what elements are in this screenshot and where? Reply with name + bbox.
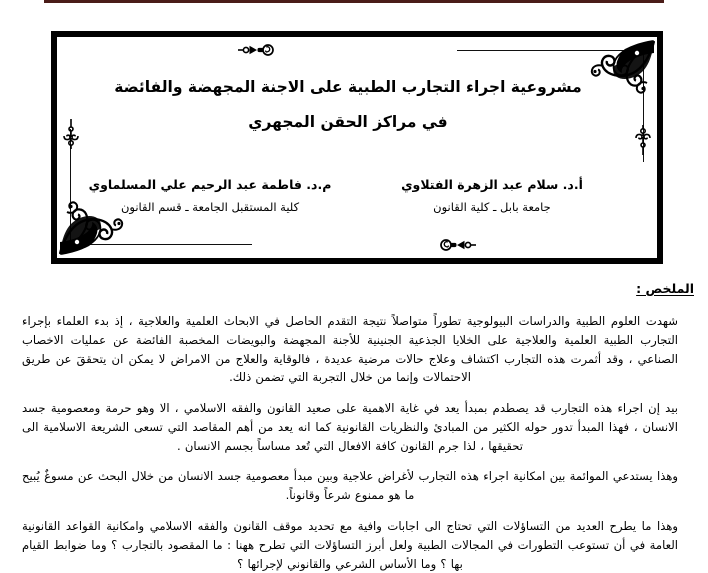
abstract-paragraph: شهدت العلوم الطبية والدراسات البيولوجية تطوراً متواصلاً نتيجة التقدم الحاصل في الابحاث العلمية والعلاجية ، إذ بدء العلماء بإجراء التجارب الطبية العلمية والعلاجية على الخلايا الجذعية الجنينية للأجنة المجهضة والبويضات المخصبة الفائضة عن عمليات الاخصاب الصناعي ، وقد أثمرت هذه التجارب اكتشاف وعلاج حالات مرضية عديدة ، فالوقاية والعلاج من الامراض لا يمكن ان يتحققَ عن طريق الاحتمالات وإنما من خلال التجربة التي تضمن ذلك. <box>22 314 678 385</box>
author-list <box>85 177 617 215</box>
title-frame-inner <box>57 37 657 258</box>
author-entry <box>367 177 617 215</box>
abstract-paragraph: بيد إن اجراء هذه التجارب قد يصطدم بمبدأ يعد في غاية الاهمية على صعيد القانون والفقه الاسلامي ، الا وهو حرمة ومعصومية جسد الانسان ، فهذا المبدأ تدور حوله الكثير من المبادئ والنظريات القانونية كما انه يعد من أهم المقاصد التي تسعى الشريعة الاسلامية الى تحقيقها ، لذا جرم القانون كافة الافعال التي تُعد مساساً بجسم الانسان . <box>22 401 678 453</box>
author-affiliation: جامعة بابل ـ كلية القانون <box>433 200 551 214</box>
page-top-rule <box>44 0 664 3</box>
arrow-finial-icon <box>237 41 279 59</box>
author-entry <box>85 177 335 215</box>
abstract-body <box>22 312 678 573</box>
abstract-heading: الملخص : <box>636 281 694 296</box>
paper-title <box>83 79 613 131</box>
abstract-paragraph: وهذا ما يطرح العديد من التساؤلات التي تحتاج الى اجابات وافية مع تحديد موقف القانون والفقه الاسلامي وامكانية القواعد القانونية العامة في أن تستوعب التطورات في المجالات الطبية ولعل أبرز التساؤلات التي تطرح ههنا : ما المقصود بالتجارب ؟ وما ضوابط القيام بها ؟ وما الأساس الشرعي والقانوني لإجرائها ؟ <box>22 519 678 571</box>
author-name: أ.د. سلام عبد الزهرة الفتلاوي <box>401 177 583 192</box>
title-frame <box>51 31 663 264</box>
vertical-finial-icon <box>633 123 653 157</box>
author-affiliation: كلية المستقبل الجامعة ـ قسم القانون <box>120 200 300 214</box>
arrow-finial-icon <box>435 236 477 254</box>
abstract-paragraph: وهذا يستدعي الموائمة بين امكانية اجراء هذه التجارب لأغراض علاجية وبين مبدأ معصومية جسد الانسان من خلال البحث عن مسوغٌ يُبيح ما هو ممنوع شرعاً وقانوناً. <box>22 469 678 503</box>
author-name: م.د. فاطمة عبد الرحيم علي المسلماوي <box>88 177 332 192</box>
paper-title-line-1: مشروعية اجراء التجارب الطبية على الاجنة المجهضة والفائضة <box>114 78 582 96</box>
vertical-finial-icon <box>61 117 81 151</box>
paper-title-line-2: في مراكز الحقن المجهري <box>248 113 448 132</box>
